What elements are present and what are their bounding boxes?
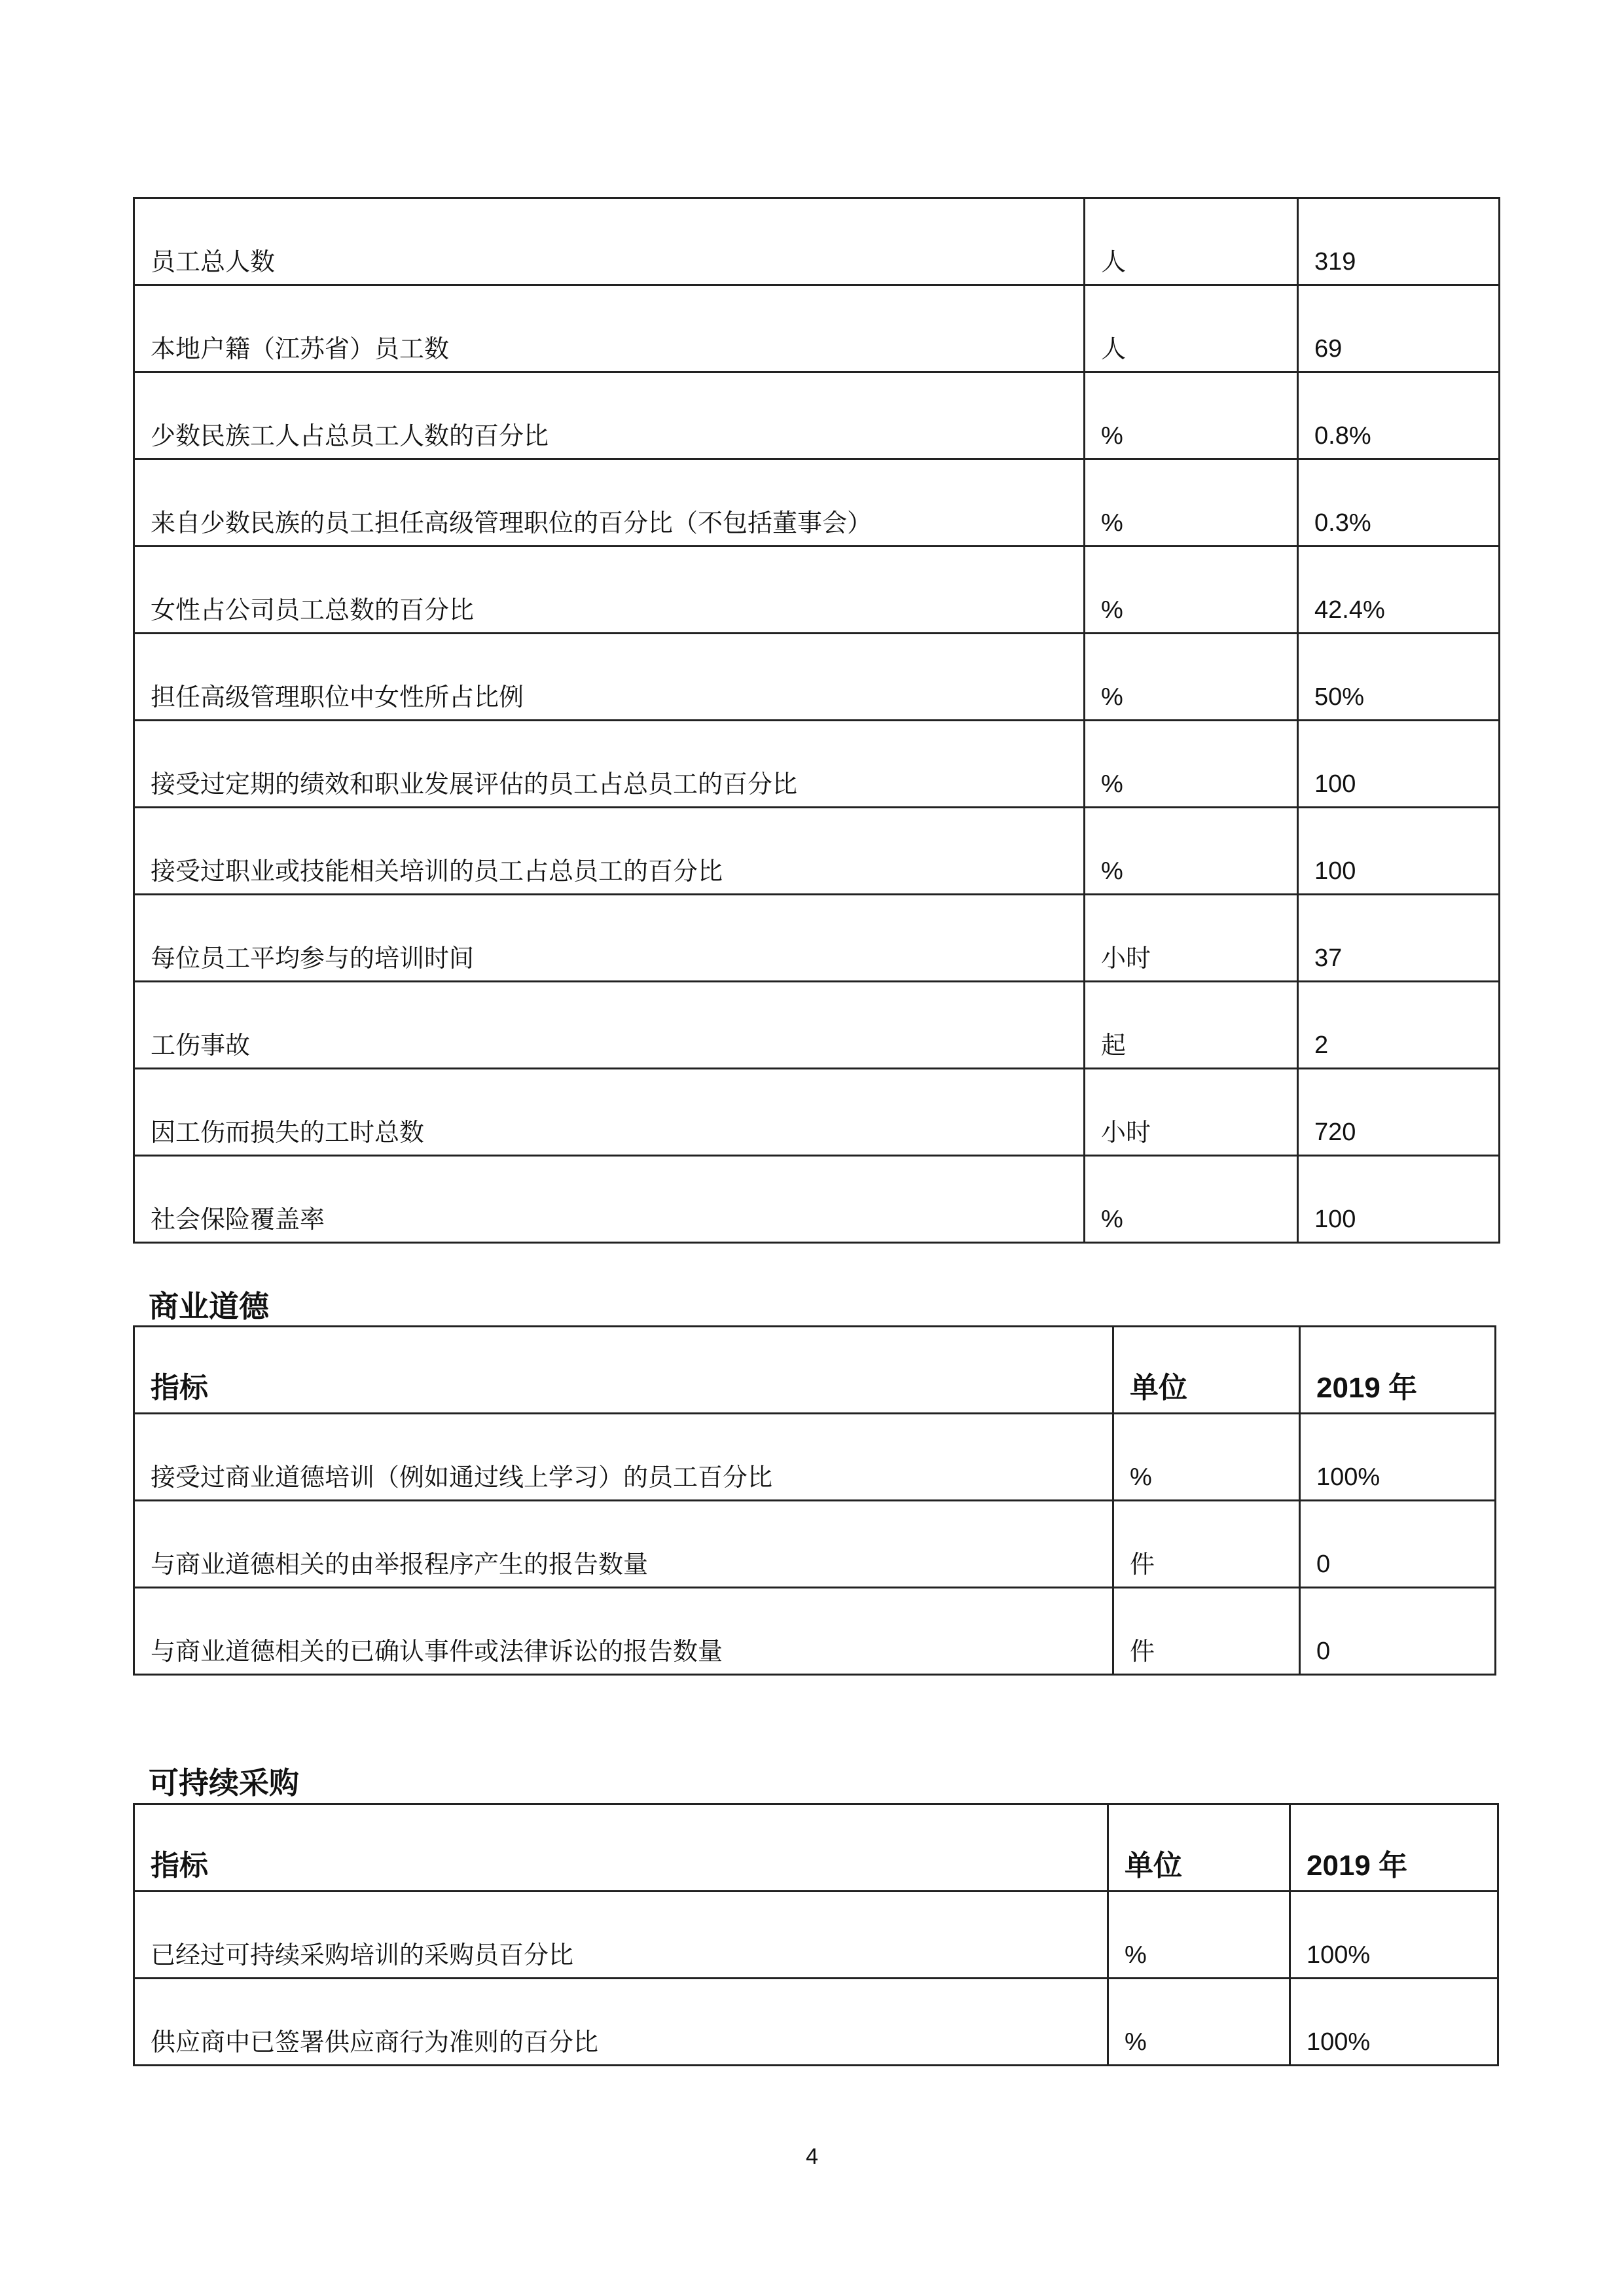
value-cell: 42.4% <box>1298 547 1500 634</box>
unit-cell: % <box>1085 721 1298 808</box>
indicator-cell: 来自少数民族的员工担任高级管理职位的百分比（不包括董事会） <box>134 459 1085 547</box>
unit-cell: 小时 <box>1085 895 1298 982</box>
table-row <box>134 1069 1500 1156</box>
table-header-row <box>134 1327 1496 1414</box>
header-unit: 单位 <box>1108 1804 1290 1892</box>
table-row <box>134 372 1500 459</box>
header-indicator: 指标 <box>134 1327 1113 1414</box>
table-row <box>134 721 1500 808</box>
table-row <box>134 547 1500 634</box>
indicator-cell: 每位员工平均参与的培训时间 <box>134 895 1085 982</box>
unit-cell: % <box>1085 547 1298 634</box>
unit-cell: % <box>1108 1979 1290 2066</box>
indicator-cell: 工伤事故 <box>134 982 1085 1069</box>
header-year: 2019 年 <box>1300 1327 1496 1414</box>
value-cell: 319 <box>1298 198 1500 285</box>
value-cell: 69 <box>1298 285 1500 372</box>
value-cell: 0.3% <box>1298 459 1500 547</box>
indicator-cell: 接受过职业或技能相关培训的员工占总员工的百分比 <box>134 808 1085 895</box>
indicator-cell: 与商业道德相关的由举报程序产生的报告数量 <box>134 1501 1113 1588</box>
sustainable-procurement-table <box>133 1803 1499 2066</box>
value-cell: 100% <box>1290 1979 1498 2066</box>
indicator-cell: 社会保险覆盖率 <box>134 1156 1085 1243</box>
indicator-cell: 与商业道德相关的已确认事件或法律诉讼的报告数量 <box>134 1588 1113 1675</box>
table-row <box>134 198 1500 285</box>
indicator-cell: 担任高级管理职位中女性所占比例 <box>134 634 1085 721</box>
section-title-business-ethics: 商业道德 <box>149 1289 269 1324</box>
unit-cell: % <box>1085 1156 1298 1243</box>
table-row <box>134 808 1500 895</box>
unit-cell: 小时 <box>1085 1069 1298 1156</box>
value-cell: 37 <box>1298 895 1500 982</box>
unit-cell: 起 <box>1085 982 1298 1069</box>
table-row <box>134 1501 1496 1588</box>
value-cell: 0 <box>1300 1501 1496 1588</box>
table-row <box>134 982 1500 1069</box>
unit-cell: % <box>1085 808 1298 895</box>
indicator-cell: 女性占公司员工总数的百分比 <box>134 547 1085 634</box>
table-row <box>134 1588 1496 1675</box>
value-cell: 100% <box>1290 1892 1498 1979</box>
value-cell: 50% <box>1298 634 1500 721</box>
header-unit: 单位 <box>1113 1327 1300 1414</box>
header-indicator: 指标 <box>134 1804 1108 1892</box>
employee-metrics-table <box>133 197 1500 1244</box>
value-cell: 720 <box>1298 1069 1500 1156</box>
indicator-cell: 接受过定期的绩效和职业发展评估的员工占总员工的百分比 <box>134 721 1085 808</box>
indicator-cell: 本地户籍（江苏省）员工数 <box>134 285 1085 372</box>
table-row <box>134 459 1500 547</box>
indicator-cell: 员工总人数 <box>134 198 1085 285</box>
table-header-row <box>134 1804 1498 1892</box>
unit-cell: 人 <box>1085 198 1298 285</box>
table-row <box>134 285 1500 372</box>
table-row <box>134 1892 1498 1979</box>
indicator-cell: 因工伤而损失的工时总数 <box>134 1069 1085 1156</box>
value-cell: 0.8% <box>1298 372 1500 459</box>
value-cell: 100% <box>1300 1414 1496 1501</box>
unit-cell: % <box>1108 1892 1290 1979</box>
unit-cell: % <box>1085 372 1298 459</box>
value-cell: 100 <box>1298 808 1500 895</box>
indicator-cell: 少数民族工人占总员工人数的百分比 <box>134 372 1085 459</box>
table-row <box>134 1979 1498 2066</box>
value-cell: 100 <box>1298 721 1500 808</box>
unit-cell: 件 <box>1113 1588 1300 1675</box>
unit-cell: % <box>1085 459 1298 547</box>
value-cell: 2 <box>1298 982 1500 1069</box>
unit-cell: 件 <box>1113 1501 1300 1588</box>
unit-cell: 人 <box>1085 285 1298 372</box>
page-number: 4 <box>806 2144 818 2169</box>
value-cell: 100 <box>1298 1156 1500 1243</box>
table-row <box>134 1414 1496 1501</box>
header-year: 2019 年 <box>1290 1804 1498 1892</box>
section-title-sustainable-procurement: 可持续采购 <box>149 1765 299 1801</box>
indicator-cell: 供应商中已签署供应商行为准则的百分比 <box>134 1979 1108 2066</box>
table-row <box>134 895 1500 982</box>
table-row <box>134 1156 1500 1243</box>
table-row <box>134 634 1500 721</box>
unit-cell: % <box>1085 634 1298 721</box>
business-ethics-table <box>133 1325 1496 1676</box>
value-cell: 0 <box>1300 1588 1496 1675</box>
indicator-cell: 已经过可持续采购培训的采购员百分比 <box>134 1892 1108 1979</box>
indicator-cell: 接受过商业道德培训（例如通过线上学习）的员工百分比 <box>134 1414 1113 1501</box>
unit-cell: % <box>1113 1414 1300 1501</box>
